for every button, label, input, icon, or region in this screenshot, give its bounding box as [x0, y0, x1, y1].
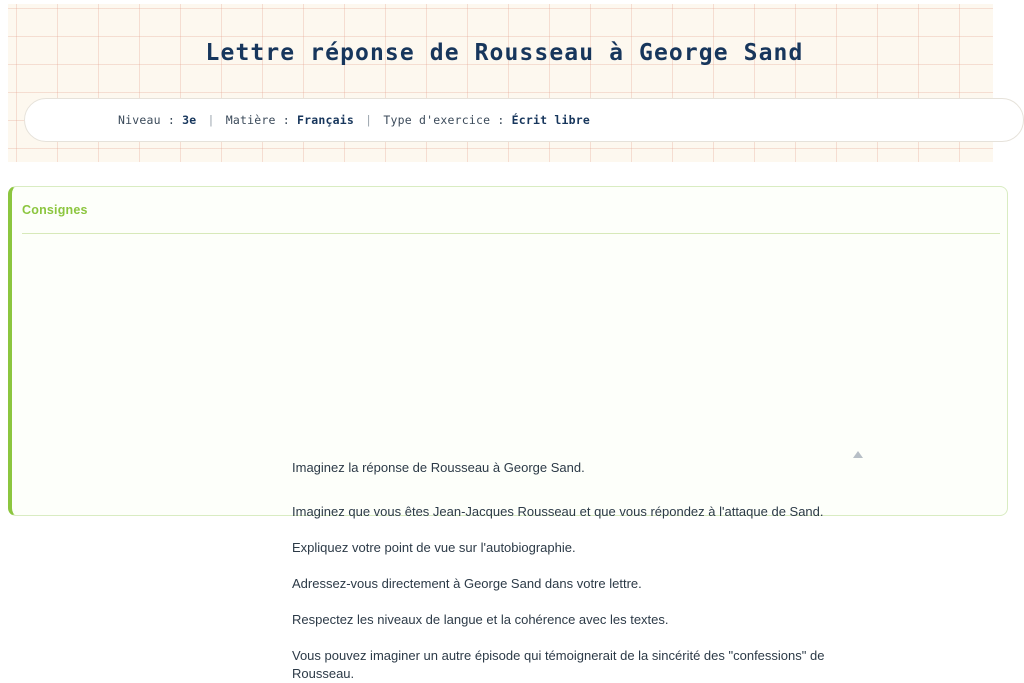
meta-type-label: Type d'exercice : — [383, 113, 505, 127]
list-item: Expliquez votre point de vue sur l'autobiographie. — [292, 540, 576, 555]
meta-separator-1: | — [207, 113, 215, 127]
meta-level-value: 3e — [182, 113, 197, 127]
page-title: Lettre réponse de Rousseau à George Sand — [205, 40, 804, 66]
exercise-meta-text — [118, 113, 590, 127]
meta-type-value: Écrit libre — [511, 113, 590, 127]
consignes-card — [8, 186, 1008, 681]
meta-subject-value: Français — [297, 113, 354, 127]
exercise-meta-bar — [24, 98, 1024, 142]
meta-level-label: Niveau : — [118, 113, 175, 127]
header-band — [0, 0, 993, 162]
meta-separator-2: | — [365, 113, 373, 127]
list-item: Imaginez la réponse de Rousseau à George Sand. — [292, 460, 585, 475]
list-item: Respectez les niveaux de langue et la cohérence avec les textes. — [292, 612, 669, 627]
consignes-divider — [22, 233, 1000, 234]
meta-subject-label: Matière : — [225, 113, 290, 127]
list-item: Vous pouvez imaginer un autre épisode qui témoignerait de la sincérité des "confessions" de Rousseau. — [292, 648, 825, 681]
list-item: Imaginez que vous êtes Jean-Jacques Rousseau et que vous répondez à l'attaque de Sand. — [292, 504, 824, 519]
consignes-list — [292, 459, 832, 683]
list-item: Adressez-vous directement à George Sand dans votre lettre. — [292, 576, 642, 591]
consignes-title: Consignes — [22, 203, 88, 217]
scroll-up-arrow-icon[interactable] — [852, 447, 864, 457]
